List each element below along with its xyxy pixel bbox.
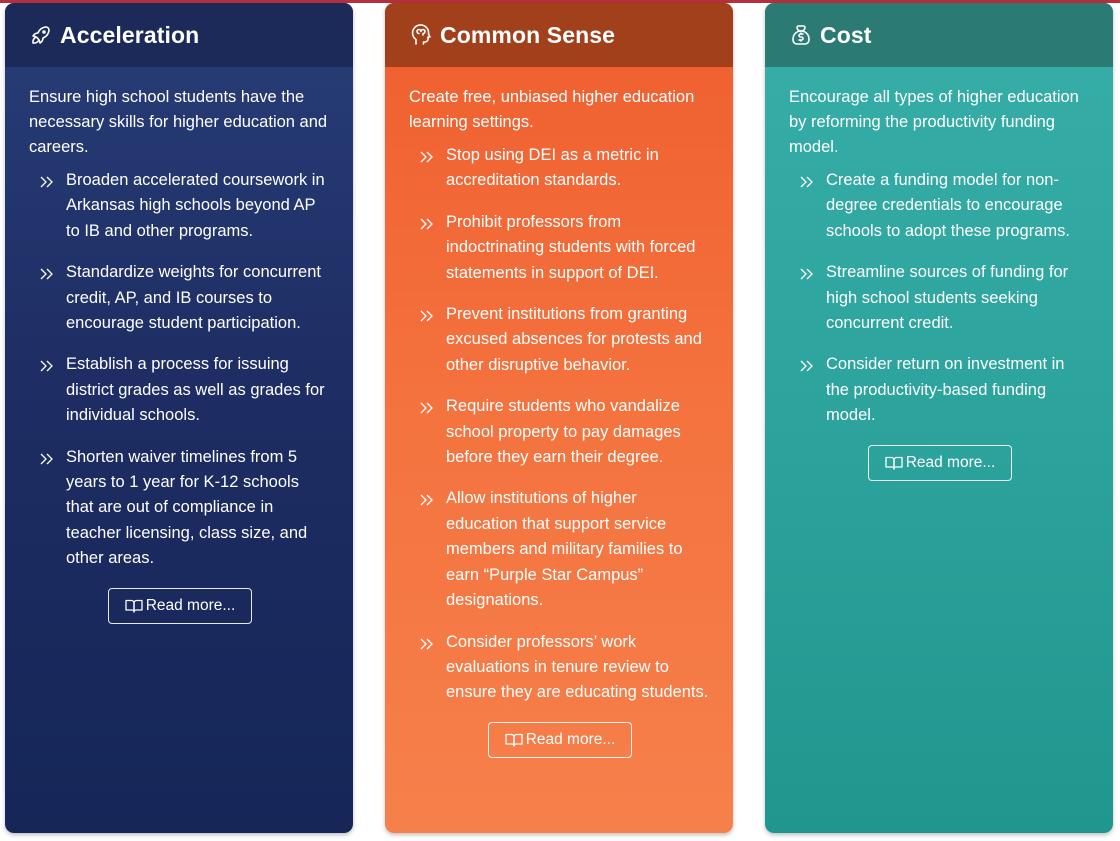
chevrons-right-icon <box>39 452 57 466</box>
card-body <box>5 67 353 624</box>
brain-head-icon <box>409 23 433 47</box>
list-item <box>799 352 1091 428</box>
rocket-icon <box>29 23 53 47</box>
list-item <box>799 260 1091 336</box>
chevrons-right-icon <box>419 401 437 415</box>
chevrons-right-icon <box>799 267 817 281</box>
bullet-text: Consider professors’ work evaluations in tenure review to ensure they are educating students. <box>446 632 709 702</box>
bullet-text: Streamline sources of funding for high school students seeking concurrent credit. <box>826 263 1069 333</box>
card-cost <box>765 3 1113 833</box>
bullet-text: Shorten waiver timelines from 5 years to 1 year for K-12 schools that are out of compliance in teacher licensing, class size, and other areas. <box>66 447 308 568</box>
bullet-text: Standardize weights for concurrent credit, AP, and IB courses to encourage student participation. <box>66 263 321 333</box>
card-acceleration <box>5 3 353 833</box>
chevrons-right-icon <box>39 267 57 281</box>
card-intro: Encourage all types of higher education by reforming the productivity funding model. <box>789 88 1079 156</box>
book-open-icon <box>505 732 523 748</box>
list-item <box>419 302 711 378</box>
bullet-text: Allow institutions of higher education that support service members and military families to earn “Purple Star Campus” designations. <box>446 489 683 610</box>
card-title: Acceleration <box>60 21 200 48</box>
bullet-text: Prevent institutions from granting excused absences for protests and other disruptive behavior. <box>446 305 702 374</box>
bullet-text: Prohibit professors from indoctrinating students with forced statements in support of DEI. <box>446 212 696 282</box>
bullet-text: Broaden accelerated coursework in Arkansas high schools beyond AP to IB and other programs. <box>66 171 325 240</box>
chevrons-right-icon <box>419 493 437 507</box>
card-header <box>765 3 1113 67</box>
chevrons-right-icon <box>419 217 437 231</box>
read-more-button[interactable] <box>108 588 253 624</box>
read-more-label: Read more... <box>525 730 616 748</box>
bullet-list <box>789 168 1091 429</box>
book-open-icon <box>125 598 143 614</box>
read-more-label: Read more... <box>905 453 996 471</box>
chevrons-right-icon <box>419 150 437 164</box>
list-item <box>39 168 331 244</box>
card-body <box>385 67 733 758</box>
list-item <box>39 260 331 336</box>
card-title: Cost <box>820 21 872 48</box>
card-title: Common Sense <box>440 21 616 48</box>
card-header <box>5 3 353 67</box>
chevrons-right-icon <box>799 359 817 373</box>
card-common-sense <box>385 3 733 833</box>
chevrons-right-icon <box>39 359 57 373</box>
button-wrap <box>409 722 711 758</box>
bullet-text: Consider return on investment in the productivity-based funding model. <box>826 355 1065 425</box>
chevrons-right-icon <box>419 309 437 323</box>
read-more-button[interactable] <box>868 445 1013 481</box>
list-item <box>419 143 711 194</box>
bullet-text: Create a funding model for non-degree credentials to encourage schools to adopt these programs. <box>826 171 1070 240</box>
button-wrap <box>29 588 331 624</box>
list-item <box>39 352 331 428</box>
bullet-list <box>409 143 711 706</box>
list-item <box>419 210 711 286</box>
chevrons-right-icon <box>419 637 437 651</box>
list-item <box>39 445 331 572</box>
list-item <box>419 630 711 706</box>
button-wrap <box>789 445 1091 481</box>
bullet-text: Stop using DEI as a metric in accreditation standards. <box>446 146 659 190</box>
card-intro: Create free, unbiased higher education learning settings. <box>409 88 695 131</box>
list-item <box>419 486 711 613</box>
card-body <box>765 67 1113 481</box>
read-more-button[interactable] <box>488 722 633 758</box>
card-header <box>385 3 733 67</box>
bullet-text: Require students who vandalize school property to pay damages before they earn their degree. <box>446 397 681 467</box>
list-item <box>419 394 711 470</box>
chevrons-right-icon <box>39 175 57 189</box>
book-open-icon <box>885 455 903 471</box>
card-intro: Ensure high school students have the necessary skills for higher education and careers. <box>29 88 328 156</box>
money-bag-icon <box>789 23 813 47</box>
chevrons-right-icon <box>799 175 817 189</box>
bullet-list <box>29 168 331 572</box>
list-item <box>799 168 1091 244</box>
read-more-label: Read more... <box>145 596 236 614</box>
bullet-text: Establish a process for issuing district grades as well as grades for individual schools. <box>66 355 325 425</box>
